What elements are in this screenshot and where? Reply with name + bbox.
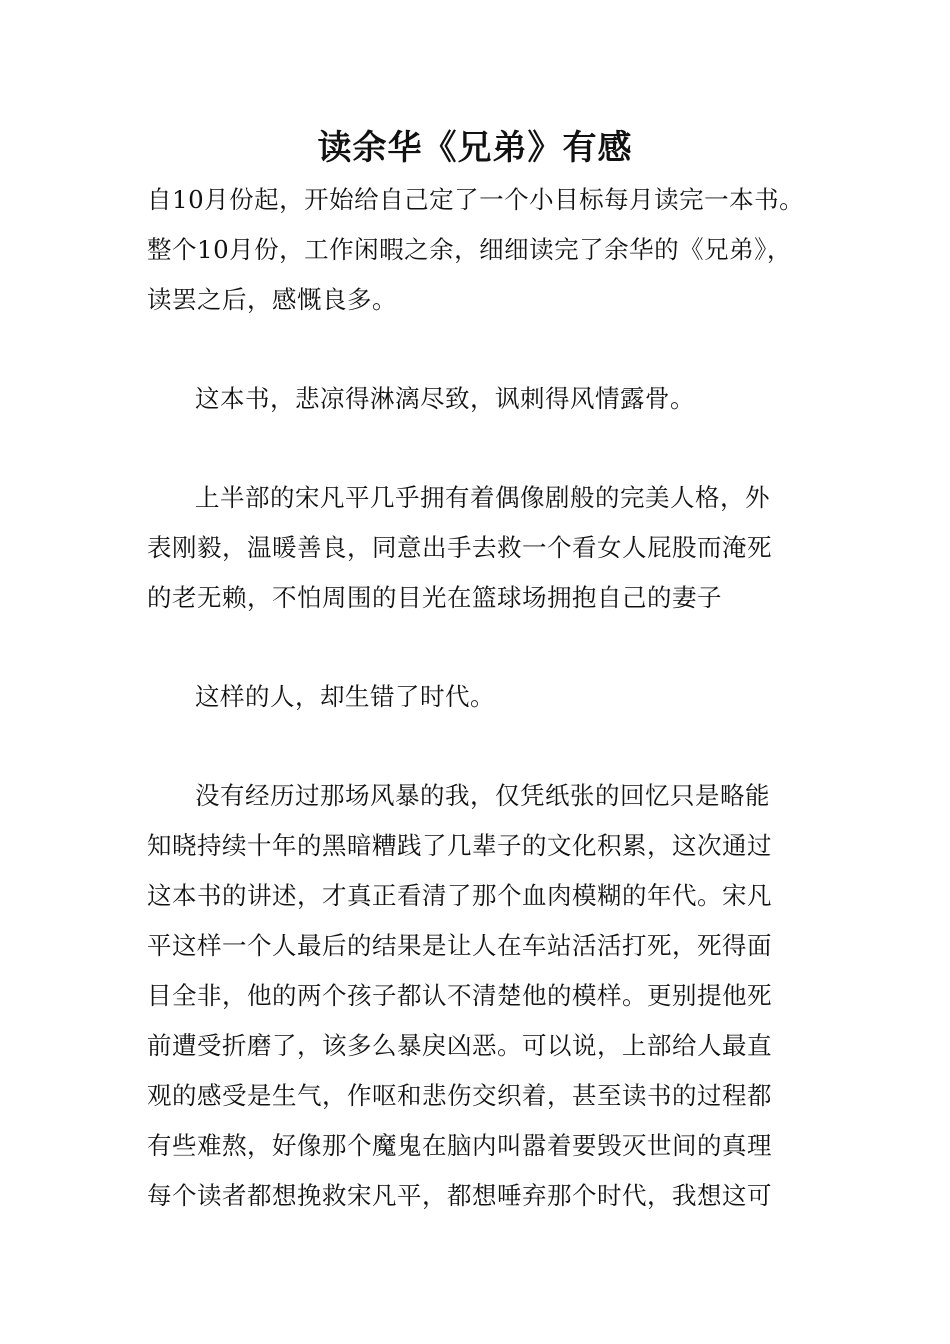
paragraph-line: 的老无赖，不怕周围的目光在篮球场拥抱自己的妻子 <box>147 583 722 612</box>
paragraph-line: 自10月份起，开始给自己定了一个小目标每月读完一本书。 <box>147 185 805 214</box>
paragraph-line: 目全非，他的两个孩子都认不清楚他的模样。更别提他死 <box>147 981 772 1010</box>
paragraph-line: 有些难熬，好像那个魔鬼在脑内叫嚣着要毁灭世间的真理 <box>147 1131 772 1160</box>
document-title: 读余华《兄弟》有感 <box>317 128 633 168</box>
paragraph-line: 这本书的讲述，才真正看清了那个血肉模糊的年代。宋凡 <box>147 881 772 910</box>
paragraph-line: 观的感受是生气，作呕和悲伤交织着，甚至读书的过程都 <box>147 1081 772 1110</box>
paragraph-line: 表刚毅，温暖善良，同意出手去救一个看女人屁股而淹死 <box>147 533 772 562</box>
paragraph-line: 前遭受折磨了，该多么暴戾凶恶。可以说，上部给人最直 <box>147 1031 772 1060</box>
paragraph-line: 上半部的宋凡平几乎拥有着偶像剧般的完美人格，外 <box>195 483 770 512</box>
paragraph-line: 没有经历过那场风暴的我，仅凭纸张的回忆只是略能 <box>195 781 770 810</box>
paragraph-line: 平这样一个人最后的结果是让人在车站活活打死，死得面 <box>147 931 772 960</box>
paragraph-line: 整个10月份，工作闲暇之余，细细读完了余华的《兄弟》， <box>147 235 792 264</box>
paragraph-line: 知晓持续十年的黑暗糟践了几辈子的文化积累，这次通过 <box>147 831 772 860</box>
paragraph-line: 读罢之后，感慨良多。 <box>147 285 397 314</box>
paragraph-line: 这本书，悲凉得淋漓尽致，讽刺得风情露骨。 <box>195 384 695 413</box>
paragraph-line: 每个读者都想挽救宋凡平，都想唾弃那个时代，我想这可 <box>147 1181 772 1210</box>
paragraph-line: 这样的人，却生错了时代。 <box>195 682 495 711</box>
